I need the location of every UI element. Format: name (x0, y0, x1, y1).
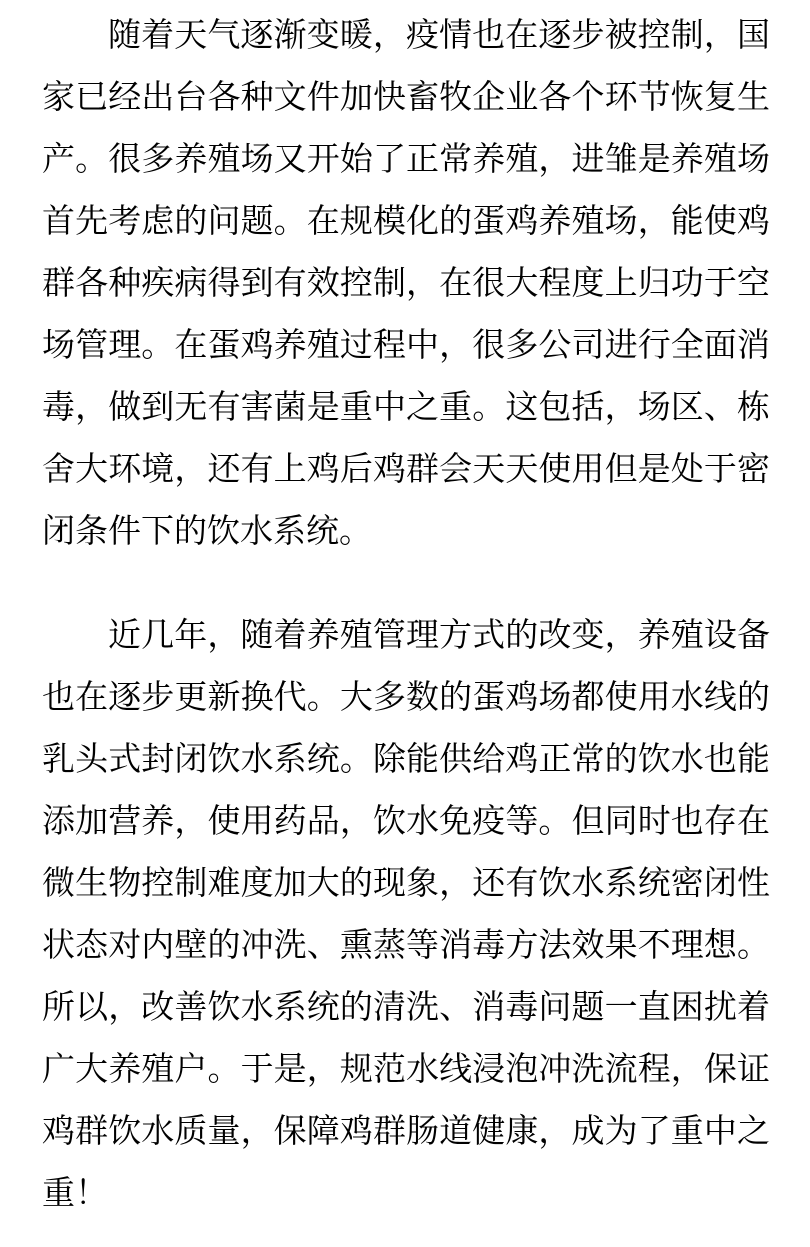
paragraph-2: 近几年，随着养殖管理方式的改变，养殖设备也在逐步更新换代。大多数的蛋鸡场都使用水线的乳头式封闭饮水系统。除能供给鸡正常的饮水也能添加营养，使用药品，饮水免疫等。但同时也存在微生物控制难度加大的现象，还有饮水系统密闭性状态对内壁的冲洗、熏蒸等消毒方法效果不理想。所以，改善饮水系统的清洗、消毒问题一直困扰着广大养殖户。于是，规范水线浸泡冲洗流程，保证鸡群饮水质量，保障鸡群肠道健康，成为了重中之重！ (42, 616, 770, 1211)
paragraph-1: 随着天气逐渐变暖，疫情也在逐步被控制，国家已经出台各种文件加快畜牧企业各个环节恢复生产。很多养殖场又开始了正常养殖，进雏是养殖场首先考虑的问题。在规模化的蛋鸡养殖场，能使鸡群各种疾病得到有效控制，在很大程度上归功于空场管理。在蛋鸡养殖过程中，很多公司进行全面消毒，做到无有害菌是重中之重。这包括，场区、栋舍大环境，还有上鸡后鸡群会天天使用但是处于密闭条件下的饮水系统。 (42, 16, 770, 549)
